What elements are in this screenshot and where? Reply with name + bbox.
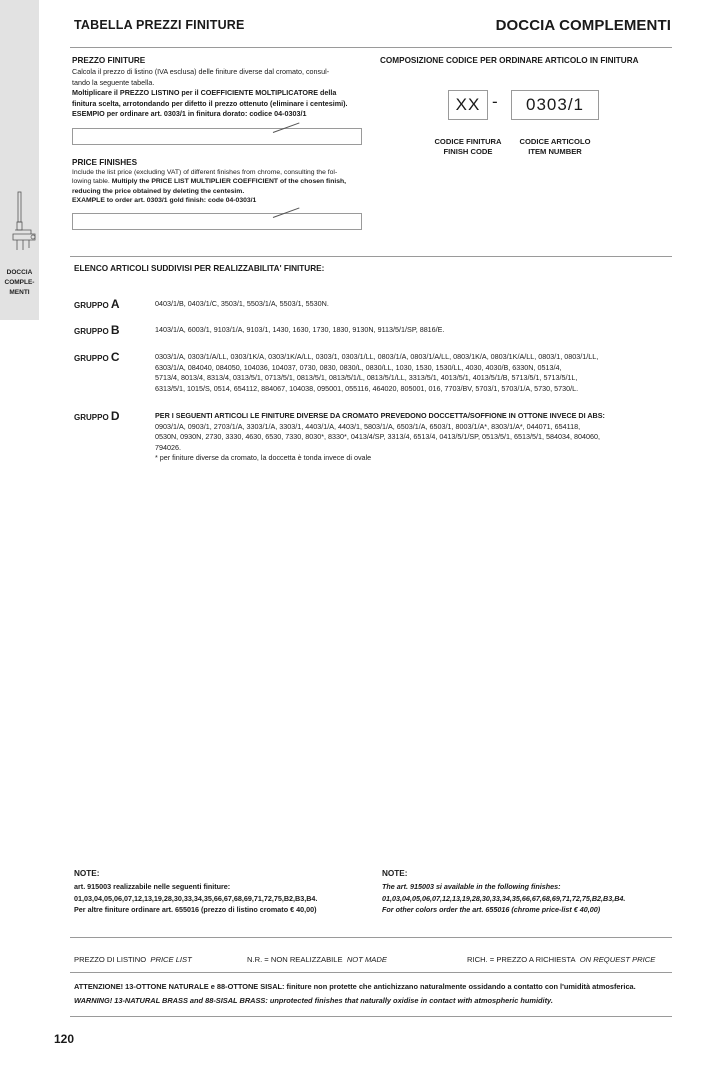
prezzo-finiture-title: PREZZO FINITURE (72, 56, 146, 65)
warning-it: ATTENZIONE! 13-OTTONE NATURALE e 88-OTTONE SISAL: finiture non protette che antichizzano naturalmente ossidando a contatto con l'umidità atmosferica. (74, 982, 636, 991)
legend-on-request: RICH. = PREZZO A RICHIESTA ON REQUEST PRICE (467, 955, 656, 964)
item-number-caption: CODICE ARTICOLO ITEM NUMBER (519, 137, 591, 156)
legend-divider (70, 972, 672, 973)
finish-code-caption: CODICE FINITURA FINISH CODE (434, 137, 502, 156)
footer-divider (70, 1016, 672, 1017)
price-finishes-title: PRICE FINISHES (72, 158, 138, 167)
section-title: DOCCIA COMPLEMENTI (495, 17, 671, 34)
prezzo-finiture-text: Calcola il prezzo di listino (IVA esclusa) delle finiture diverse dal cromato, consul- tando la seguente tabella. Moltiplicare il PREZZO LISTINO per il COEFFICIENTE MOLTIPLICATORE della finitura scelta, arrotondando per difetto il prezzo ottenuto (eliminare i centesimi). ESEMPIO per ordinare art. 0303/1 in finitura dorato: codice 04-0303/1 (72, 67, 348, 118)
group-d-items: PER I SEGUENTI ARTICOLI LE FINITURE DIVERSE DA CROMATO PREVEDONO DOCCETTA/SOFFIONE IN OTTONE INVECE DI ABS: 0903/1/A, 0903/1, 2703/1/A, 3303/1/A, 3303/1, 4403/1/A, 4403/1, 5803/1/A, 6503/1/A, 6503/1, 8003/1/A*, 8303/1/A*, 044071, 654118, 0530N, 0930N, 2730, 3330, 4630, 6530, 7330, 8030*, 8330*, 0413/4/SP, 3313/4, 6513/4, 0413/5/1/SP, 0513/5/1, 6513/5/1, 584034, 804060, 794026. * per finiture diverse da cromato, la doccetta è tonda invece di ovale (155, 411, 605, 463)
price-finishes-text: Include the list price (excluding VAT) of different finishes from chrome, consulting the fol- lowing table. Multiply the PRICE LIST MULTIPLIER COEFFICIENT of the chosen finish, reducing the price obtained by deleting the centesim. EXAMPLE to order art. 0303/1 gold finish: code 04-0303/1 (72, 169, 347, 205)
group-b-items: 1403/1/A, 6003/1, 9103/1/A, 9103/1, 1430, 1630, 1730, 1830, 9130N, 9113/5/1/SP, 8816/E. (155, 325, 445, 334)
group-a-label: GRUPPO A (74, 297, 120, 311)
group-a-items: 0403/1/B, 0403/1/C, 3503/1, 5503/1/A, 5503/1, 5530N. (155, 299, 329, 308)
legend-price-list: PREZZO DI LISTINO PRICE LIST (74, 955, 192, 964)
composizione-title: COMPOSIZIONE CODICE PER ORDINARE ARTICOLO IN FINITURA (380, 56, 639, 65)
page-title: TABELLA PREZZI FINITURE (74, 18, 245, 32)
hand-shower-icon (9, 190, 39, 260)
sidebar-tab (0, 0, 39, 320)
note-it-title: NOTE: (74, 869, 100, 878)
elenco-title: ELENCO ARTICOLI SUDDIVISI PER REALIZZABILITA' FINITURE: (74, 264, 325, 273)
group-c-items: 0303/1/A, 0303/1/A/LL, 0303/1K/A, 0303/1K/A/LL, 0303/1, 0303/1/LL, 0803/1/A, 0803/1/A/LL, 0803/1K/A, 0803/1K/A/LL, 0803/1, 0803/1/LL, 6303/1/A, 084040, 084050, 104036, 104037, 0730, 0830, 0830/L, 0830/LL, 1030, 1530, 1530/LL, 4030, 4030/B, 6330N, 0513/4, 5713/4, 8013/4, 8313/4, 0313/5/1, 0713/5/1, 0813/5/1, 0813/5/1/L, 0813/5/1/LL, 3313/5/1, 4013/5/1, 4013/5/1/B, 5713/5/1, 5713/5/1L, 6313/5/1, 1015/S, 0514, 654112, 884067, 104038, 095001, 055116, 464020, 805001, 016, 7703/BV, 5703/1, 5703/1/A, 5730, 5730/L. (155, 352, 599, 393)
item-number-box: 0303/1 (511, 90, 599, 120)
code-separator: - (492, 92, 498, 111)
sidebar-label: DOCCIA COMPLE- MENTI (4, 269, 35, 296)
notes-divider (70, 937, 672, 938)
legend-not-made: N.R. = NON REALIZZABILE NOT MADE (247, 955, 387, 964)
note-it-body: art. 915003 realizzabile nelle seguenti finiture: 01,03,04,05,06,07,12,13,19,28,30,33,34,35,66,67,68,69,71,72,75,B2,B3,B4. Per altre finiture ordinare art. 655016 (prezzo di listino cromato € 40,00) (74, 882, 318, 914)
page-number: 120 (54, 1032, 75, 1046)
price-calc-field-en (72, 213, 362, 230)
group-c-label: GRUPPO C (74, 350, 120, 364)
group-d-label: GRUPPO D (74, 409, 120, 423)
section-divider (70, 256, 672, 257)
header-divider (70, 47, 672, 48)
warning-en: WARNING! 13-NATURAL BRASS and 88-SISAL BRASS: unprotected finishes that naturally oxidise in contact with atmospheric humidity. (74, 996, 553, 1005)
group-b-label: GRUPPO B (74, 323, 120, 337)
price-calc-field-it (72, 128, 362, 145)
note-en-title: NOTE: (382, 869, 408, 878)
finish-code-box: XX (448, 90, 488, 120)
note-en-body: The art. 915003 si available in the following finishes: 01,03,04,05,06,07,12,13,19,28,30,33,34,35,66,67,68,69,71,72,75,B2,B3,B4. For other colors order the art. 655016 (chrome price-list € 40,00) (382, 882, 626, 914)
